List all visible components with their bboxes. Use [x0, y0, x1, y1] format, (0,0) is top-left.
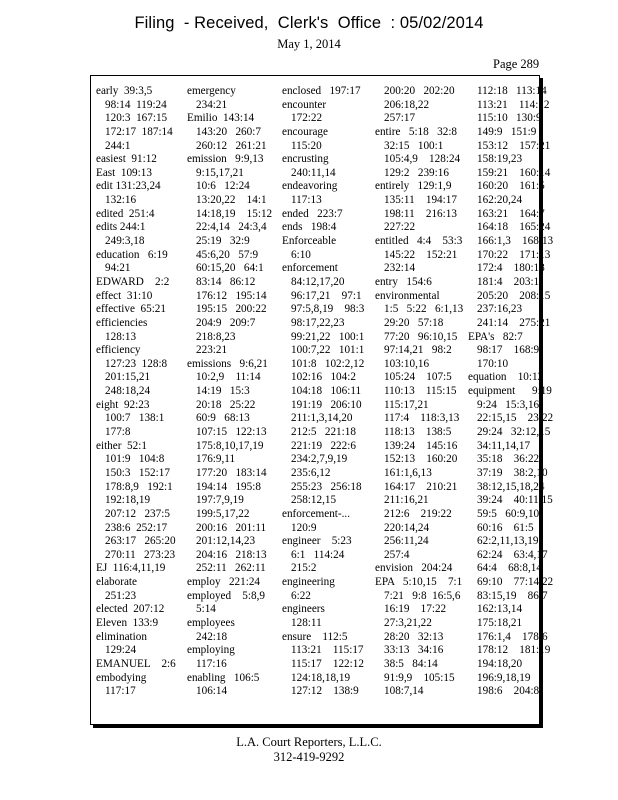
index-locator-line: 107:15 122:13 — [196, 426, 267, 439]
index-locator-line: 176:1,4 178:6 — [477, 630, 548, 643]
index-entry-term: envision 204:24 — [375, 562, 453, 575]
index-locator-line: 101:9 104:8 — [105, 453, 165, 466]
index-locator-line: 100:7,22 101:1 — [291, 344, 365, 357]
index-locator-line: 223:21 — [196, 344, 228, 357]
index-entry-term: employed 5:8,9 — [187, 589, 265, 602]
index-locator-line: 176:9,11 — [196, 453, 236, 466]
index-entry-term: engineer 5:23 — [282, 535, 352, 548]
index-entry-term: edits 244:1 — [96, 221, 146, 234]
index-locator-line: 227:22 — [384, 221, 416, 234]
index-locator-line: 211:1,3,14,20 — [291, 412, 353, 425]
index-locator-line: 29:20 57:18 — [384, 316, 444, 329]
index-locator-line: 120:3 167:15 — [105, 112, 168, 125]
index-entry-term: enforcement-... — [282, 507, 351, 520]
index-locator-line: 172:17 187:14 — [105, 125, 173, 138]
index-locator-line: 6:22 — [291, 589, 311, 602]
index-locator-line: 22:4,14 24:3,4 — [196, 221, 267, 234]
index-locator-line: 205:20 208:15 — [477, 289, 551, 302]
index-locator-line: 13:20,22 14:1 — [196, 194, 267, 207]
index-column-1 — [96, 85, 176, 699]
index-locator-line: 105:4,9 128:24 — [384, 153, 461, 166]
index-entry-term: emergency — [187, 85, 236, 97]
index-locator-line: 172:22 — [291, 112, 323, 125]
index-locator-line: 60:9 68:13 — [196, 412, 250, 425]
index-column-3 — [282, 85, 364, 699]
index-locator-line: 110:13 115:15 — [384, 385, 457, 398]
index-locator-line: 161:1,6,13 — [384, 466, 432, 479]
index-locator-line: 177:8 — [105, 426, 131, 439]
index-locator-line: 7:21 9:8 16:5,6 — [384, 589, 461, 602]
index-locator-line: 242:18 — [196, 630, 228, 643]
index-locator-line: 106:14 — [196, 685, 228, 698]
index-locator-line: 101:8 102:2,12 — [291, 357, 365, 370]
index-locator-line: 62:24 63:4,17 — [477, 548, 548, 561]
index-locator-line: 38:12,15,18,24 — [477, 480, 545, 493]
index-entry-term: elimination — [96, 630, 147, 643]
index-entry-term: EDWARD 2:2 — [96, 275, 170, 288]
index-entry-term: entry 154:6 — [375, 275, 432, 288]
filing-stamp-text: Filing - Received, Clerk's Office : 05/02/2014 — [134, 14, 484, 32]
index-entry-term: efficiency — [96, 344, 141, 357]
index-locator-line: 115:17 122:12 — [291, 657, 364, 670]
index-locator-line: 129:2 239:16 — [384, 166, 449, 179]
index-entry-term: edit 131:23,24 — [96, 180, 161, 193]
index-entry-term: encrusting — [282, 153, 329, 166]
index-locator-line: 102:16 104:2 — [291, 371, 356, 384]
index-entry-term: easiest 91:12 — [96, 153, 157, 166]
index-locator-line: 38:5 84:14 — [384, 657, 438, 670]
index-locator-line: 33:13 34:16 — [384, 644, 444, 657]
index-locator-line: 9:15,17,21 — [196, 166, 244, 179]
index-entry-term: edited 251:4 — [96, 207, 155, 220]
index-locator-line: 163:21 164:7 — [477, 207, 545, 220]
index-locator-line: 221:19 222:6 — [291, 439, 356, 452]
index-locator-line: 129:24 — [105, 644, 137, 657]
index-entry-term: effect 31:10 — [96, 289, 153, 302]
index-entry-term: encounter — [282, 98, 327, 111]
index-locator-line: 98:17 168:9 — [477, 344, 540, 357]
index-locator-line: 128:13 — [105, 330, 137, 343]
index-locator-line: 118:13 138:5 — [384, 426, 452, 439]
index-locator-line: 198:11 216:13 — [384, 207, 457, 220]
index-entry-term: East 109:13 — [96, 166, 152, 179]
index-locator-line: 232:14 — [384, 262, 416, 275]
index-locator-line: 176:12 195:14 — [196, 289, 267, 302]
index-locator-line: 257:4 — [384, 548, 410, 561]
footer-company: L.A. Court Reporters, L.L.C. — [236, 735, 382, 749]
index-locator-line: 260:12 261:21 — [196, 139, 267, 152]
index-locator-line: 99:21,22 100:1 — [291, 330, 365, 343]
index-entry-term: emission 9:9,13 — [187, 153, 264, 166]
index-entry-term: effective 65:21 — [96, 303, 166, 316]
index-entry-term: engineering — [282, 576, 335, 589]
index-locator-line: 115:17,21 — [384, 398, 429, 411]
index-locator-line: 104:18 106:11 — [291, 385, 362, 398]
index-locator-line: 263:17 265:20 — [105, 535, 176, 548]
index-entry-term: EMANUEL 2:6 — [96, 657, 176, 670]
index-locator-line: 5:14 — [196, 603, 216, 616]
index-locator-line: 240:11,14 — [291, 166, 336, 179]
index-entry-term: Emilio 143:14 — [187, 112, 255, 125]
index-locator-line: 194:14 195:8 — [196, 480, 261, 493]
index-entry-term: employees — [187, 616, 235, 629]
index-locator-line: 35:18 36:22 — [477, 453, 540, 466]
index-entry-term: EPA's 82:7 — [468, 330, 523, 343]
index-locator-line: 175:18,21 — [477, 616, 523, 629]
index-locator-line: 234:2,7,9,19 — [291, 453, 348, 466]
index-locator-line: 162:13,14 — [477, 603, 523, 616]
index-locator-line: 237:16,23 — [477, 303, 523, 316]
index-locator-line: 37:19 38:2,10 — [477, 466, 548, 479]
index-locator-line: 255:23 256:18 — [291, 480, 362, 493]
index-locator-line: 252:11 262:11 — [196, 562, 266, 575]
index-entry-term: equipment 9:19 — [468, 385, 552, 398]
index-locator-line: 10:2,9 11:14 — [196, 371, 261, 384]
word-index-box — [90, 75, 554, 725]
index-locator-line: 256:11,24 — [384, 535, 429, 548]
index-entry-term: ends 198:4 — [282, 221, 337, 234]
index-locator-line: 113:21 114:12 — [477, 98, 550, 111]
index-locator-line: 164:18 165:24 — [477, 221, 551, 234]
index-locator-line: 204:9 209:7 — [196, 316, 256, 329]
index-locator-line: 211:16,21 — [384, 494, 429, 507]
index-entry-term: entitled 4:4 53:3 — [375, 235, 463, 248]
index-locator-line: 149:9 151:9 — [477, 125, 537, 138]
index-locator-line: 91:9,9 105:15 — [384, 671, 455, 684]
index-entry-term: endeavoring — [282, 180, 338, 193]
index-entry-term: education 6:19 — [96, 248, 168, 261]
index-entry-term: ended 223:7 — [282, 207, 343, 220]
index-entry-term: engineers — [282, 603, 325, 616]
index-entry-term: entire 5:18 32:8 — [375, 125, 458, 138]
index-entry-term: either 52:1 — [96, 439, 147, 452]
index-locator-line: 204:16 218:13 — [196, 548, 267, 561]
index-locator-line: 98:14 119:24 — [105, 98, 167, 111]
index-locator-line: 139:24 145:16 — [384, 439, 458, 452]
index-locator-line: 60:16 61:5 — [477, 521, 534, 534]
index-locator-line: 160:20 161:5 — [477, 180, 545, 193]
index-locator-line: 14:19 15:3 — [196, 385, 250, 398]
index-locator-line: 45:6,20 57:9 — [196, 248, 259, 261]
index-locator-line: 251:23 — [105, 589, 137, 602]
index-locator-line: 172:4 180:18 — [477, 262, 545, 275]
index-entry-term: equation 10:12 — [468, 371, 544, 384]
index-locator-line: 143:20 260:7 — [196, 125, 261, 138]
index-locator-line: 103:10,16 — [384, 357, 430, 370]
index-column-2 — [187, 85, 272, 699]
index-locator-line: 27:3,21,22 — [384, 616, 432, 629]
index-entry-term: employ 221:24 — [187, 576, 261, 589]
index-locator-line: 127:12 138:9 — [291, 685, 359, 698]
index-entry-term: efficiencies — [96, 316, 148, 329]
index-locator-line: 206:18,22 — [384, 98, 430, 111]
index-locator-line: 9:24 15:3,16 — [477, 398, 540, 411]
index-entry-term: enabling 106:5 — [187, 671, 260, 684]
index-locator-line: 132:16 — [105, 194, 137, 207]
index-locator-line: 153:12 157:21 — [477, 139, 551, 152]
index-locator-line: 194:18,20 — [477, 657, 523, 670]
index-locator-line: 235:6,12 — [291, 466, 331, 479]
index-locator-line: 29:24 32:12,15 — [477, 426, 551, 439]
index-entry-term: encourage — [282, 125, 328, 138]
index-locator-line: 241:14 275:21 — [477, 316, 551, 329]
index-locator-line: 117:17 — [105, 685, 136, 698]
index-locator-line: 62:2,11,13,19 — [477, 535, 539, 548]
index-entry-term: early 39:3,5 — [96, 85, 153, 97]
index-locator-line: 177:20 183:14 — [196, 466, 267, 479]
index-locator-line: 200:20 202:20 — [384, 85, 455, 97]
footer-phone: 312-419-9292 — [273, 750, 345, 764]
index-locator-line: 197:7,9,19 — [196, 494, 244, 507]
index-entry-term: elected 207:12 — [96, 603, 165, 616]
index-locator-line: 181:4 203:1 — [477, 275, 540, 288]
index-locator-line: 215:2 — [291, 562, 317, 575]
index-entry-term: ensure 112:5 — [282, 630, 348, 643]
index-locator-line: 248:18,24 — [105, 385, 151, 398]
index-entry-term: EJ 116:4,11,19 — [96, 562, 166, 575]
index-locator-line: 105:24 107:5 — [384, 371, 452, 384]
index-locator-line: 170:22 171:13 — [477, 248, 551, 261]
index-locator-line: 28:20 32:13 — [384, 630, 444, 643]
index-locator-line: 115:10 130:9 — [477, 112, 542, 125]
index-locator-line: 195:15 200:22 — [196, 303, 267, 316]
index-locator-line: 249:3,18 — [105, 235, 145, 248]
page-number: Page 289 — [493, 57, 540, 71]
index-locator-line: 145:22 152:21 — [384, 248, 458, 261]
index-locator-line: 201:12,14,23 — [196, 535, 256, 548]
index-locator-line: 39:24 40:11,15 — [477, 494, 553, 507]
index-locator-line: 117:13 — [291, 194, 322, 207]
index-locator-line: 25:19 32:9 — [196, 235, 250, 248]
index-locator-line: 64:4 68:8,14 — [477, 562, 542, 575]
index-locator-line: 192:18,19 — [105, 494, 151, 507]
index-entry-term: elaborate — [96, 576, 137, 589]
index-entry-term: employing — [187, 644, 235, 657]
index-entry-term: environmental — [375, 289, 440, 302]
index-locator-line: 83:14 86:12 — [196, 275, 256, 288]
index-locator-line: 113:21 115:17 — [291, 644, 364, 657]
index-locator-line: 191:19 206:10 — [291, 398, 362, 411]
index-locator-line: 77:20 96:10,15 — [384, 330, 458, 343]
index-locator-line: 10:6 12:24 — [196, 180, 250, 193]
index-entry-term: EPA 5:10,15 7:1 — [375, 576, 463, 589]
index-locator-line: 32:15 100:1 — [384, 139, 444, 152]
index-locator-line: 60:15,20 64:1 — [196, 262, 264, 275]
index-locator-line: 22:15,15 23:22 — [477, 412, 554, 425]
index-locator-line: 238:6 252:17 — [105, 521, 168, 534]
index-locator-line: 234:21 — [196, 98, 228, 111]
index-locator-line: 127:23 128:8 — [105, 357, 168, 370]
index-locator-line: 108:7,14 — [384, 685, 424, 698]
index-locator-line: 115:20 — [291, 139, 322, 152]
index-locator-line: 207:12 237:5 — [105, 507, 170, 520]
index-entry-term: enclosed 197:17 — [282, 85, 361, 97]
index-locator-line: 199:5,17,22 — [196, 507, 250, 520]
index-locator-line: 59:5 60:9,10 — [477, 507, 540, 520]
index-locator-line: 84:12,17,20 — [291, 275, 345, 288]
index-locator-line: 166:1,3 168:13 — [477, 235, 554, 248]
index-locator-line: 97:14,21 98:2 — [384, 344, 452, 357]
index-locator-line: 1:5 5:22 6:1,13 — [384, 303, 464, 316]
index-locator-line: 170:10 — [477, 357, 509, 370]
index-locator-line: 178:8,9 192:1 — [105, 480, 173, 493]
index-locator-line: 117:16 — [196, 657, 227, 670]
index-locator-line: 220:14,24 — [384, 521, 430, 534]
transcript-date: May 1, 2014 — [277, 37, 341, 51]
index-locator-line: 175:8,10,17,19 — [196, 439, 264, 452]
index-entry-term: enforcement — [282, 262, 338, 275]
index-locator-line: 244:1 — [105, 139, 131, 152]
index-locator-line: 112:18 113:14 — [477, 85, 547, 97]
index-locator-line: 270:11 273:23 — [105, 548, 176, 561]
index-locator-line: 20:18 25:22 — [196, 398, 256, 411]
index-entry-term: emissions 9:6,21 — [187, 357, 268, 370]
index-entry-term: eight 92:23 — [96, 398, 150, 411]
index-locator-line: 117:4 118:3,13 — [384, 412, 460, 425]
index-locator-line: 135:11 194:17 — [384, 194, 457, 207]
index-entry-term: Eleven 133:9 — [96, 616, 159, 629]
index-locator-line: 152:13 160:20 — [384, 453, 458, 466]
index-locator-line: 16:19 17:22 — [384, 603, 447, 616]
index-locator-line: 258:12,15 — [291, 494, 337, 507]
index-locator-line: 69:10 77:14,22 — [477, 576, 554, 589]
index-locator-line: 98:17,22,23 — [291, 316, 345, 329]
index-locator-line: 124:18,18,19 — [291, 671, 351, 684]
index-locator-line: 162:20,24 — [477, 194, 523, 207]
index-locator-line: 218:8,23 — [196, 330, 236, 343]
index-entry-term: Enforceable — [282, 235, 337, 248]
index-locator-line: 164:17 210:21 — [384, 480, 458, 493]
index-locator-line: 198:6 204:8 — [477, 685, 540, 698]
index-locator-line: 34:11,14,17 — [477, 439, 531, 452]
filing-stamp — [0, 14, 618, 33]
index-locator-line: 196:9,18,19 — [477, 671, 531, 684]
index-locator-line: 158:19,23 — [477, 153, 523, 166]
index-locator-line: 200:16 201:11 — [196, 521, 267, 534]
index-locator-line: 212:6 219:22 — [384, 507, 452, 520]
index-locator-line: 6:1 114:24 — [291, 548, 345, 561]
index-locator-line: 6:10 — [291, 248, 311, 261]
index-locator-line: 97:5,8,19 98:3 — [291, 303, 365, 316]
index-locator-line: 100:7 138:1 — [105, 412, 165, 425]
index-entry-term: entirely 129:1,9 — [375, 180, 452, 193]
index-locator-line: 159:21 160:14 — [477, 166, 551, 179]
index-locator-line: 83:15,19 86:7 — [477, 589, 548, 602]
index-locator-line: 201:15,21 — [105, 371, 151, 384]
index-locator-line: 212:5 221:18 — [291, 426, 356, 439]
index-locator-line: 14:18,19 15:12 — [196, 207, 273, 220]
index-locator-line: 120:9 — [291, 521, 317, 534]
index-locator-line: 96:17,21 97:1 — [291, 289, 362, 302]
index-locator-line: 128:11 — [291, 616, 322, 629]
index-locator-line: 150:3 152:17 — [105, 466, 170, 479]
index-entry-term: embodying — [96, 671, 147, 684]
index-locator-line: 257:17 — [384, 112, 416, 125]
index-locator-line: 94:21 — [105, 262, 131, 275]
index-column-5 — [468, 85, 553, 699]
index-column-4 — [375, 85, 463, 699]
index-locator-line: 178:12 181:19 — [477, 644, 551, 657]
